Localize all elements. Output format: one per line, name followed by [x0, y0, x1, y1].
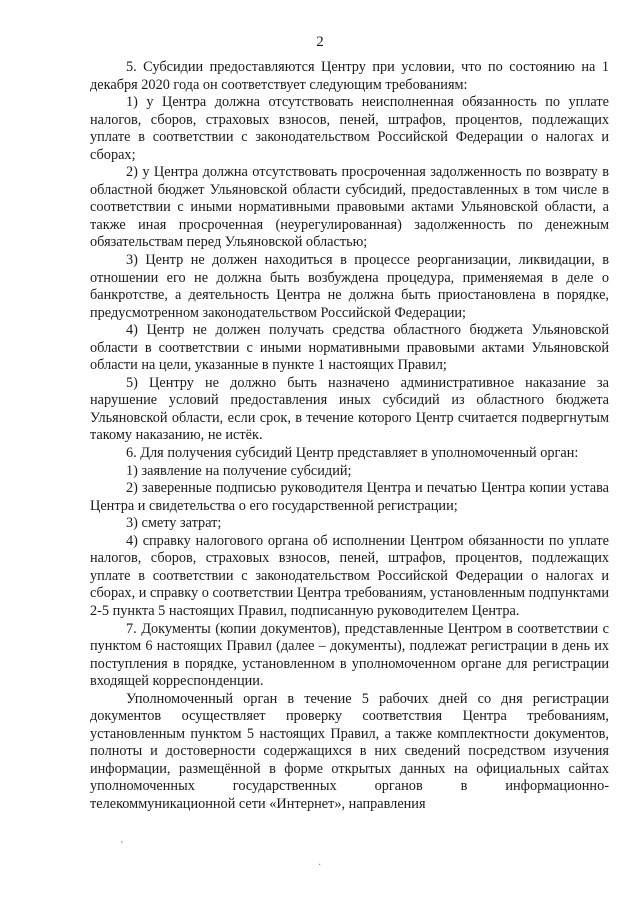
paragraph-6-2: 2) заверенные подписью руководителя Центра и печатью Центра копии устава Центра и свидетельства о его государственной регистрации;: [90, 480, 609, 514]
scan-speck: ·: [318, 860, 322, 871]
paragraph-6-3: 3) смету затрат;: [126, 515, 222, 532]
document-body: [90, 59, 609, 814]
paragraph-5-1: 1) у Центра должна отсутствовать неисполненная обязанность по уплате налогов, сборов, страховых взносов, пеней, штрафов, процентов, подлежащих уплате в соответствии с законодательством Российской Федерации о налогах и сборах;: [90, 94, 609, 163]
scan-speck: ': [121, 840, 123, 851]
paragraph-5: 5. Субсидии предоставляются Центру при условии, что по состоянию на 1 декабря 2020 года он соответствует следующим требованиям:: [90, 59, 609, 93]
paragraph-6: 6. Для получения субсидий Центр представляет в уполномоченный орган:: [126, 445, 579, 462]
paragraph-7: 7. Документы (копии документов), представленные Центром в соответствии с пунктом 6 настоящих Правил (далее – документы), подлежат регистрации в день их поступления в порядке, установленном в уполномоченном органе для регистрации входящей корреспонденции.: [90, 620, 609, 690]
paragraph-5-5: 5) Центру не должно быть назначено административное наказание за нарушение условий предоставления иных субсидий из областного бюджета Ульяновской области, если срок, в течение которого Центр считается подвергнутым такому наказанию, не истёк.: [90, 374, 609, 444]
paragraph-5-4: 4) Центр не должен получать средства областного бюджета Ульяновской области в соответствии с иными нормативными правовыми актами Ульяновской области на цели, указанные в пункте 1 настоящих Правил;: [90, 322, 609, 374]
paragraph-5-3: 3) Центр не должен находиться в процессе реорганизации, ликвидации, в отношении его не должна быть возбуждена процедура, применяемая в деле о банкротстве, а деятельность Центра не должна быть приостановлена в порядке, предусмотренном законодательством Российской Федерации;: [90, 252, 609, 321]
paragraph-7-continuation: Уполномоченный орган в течение 5 рабочих дней со дня регистрации документов осуществляет проверку соответствия Центра требованиям, установленным пунктом 5 настоящих Правил, а также комплектности документов, полноты и достоверности содержащихся в них сведений посредством изучения информации, размещённой в форме открытых данных на официальных сайтах уполномоченных государственных органов в информационно-телекоммуникационной сети «Интернет», направления: [90, 690, 609, 812]
paragraph-5-2: 2) у Центра должна отсутствовать просроченная задолженность по возврату в областной бюджет Ульяновской области субсидий, предоставленных в том числе в соответствии с иными нормативными правовыми актами Ульяновской области, а также иная просроченная (неурегулированная) задолженность по денежным обязательствам перед Ульяновской областью;: [90, 164, 609, 251]
paragraph-6-1: 1) заявление на получение субсидий;: [126, 462, 352, 479]
paragraph-6-4: 4) справку налогового органа об исполнении Центром обязанности по уплате налогов, сборов, страховых взносов, пеней, штрафов, процентов, подлежащих уплате в соответствии с законодательством Российской Федерации о налогах и сборах, и справку о соответствии Центра требованиям, установленным подпунктами 2-5 пункта 5 настоящих Правил, подписанную руководителем Центра.: [90, 532, 609, 619]
page-number: 2: [316, 34, 324, 50]
